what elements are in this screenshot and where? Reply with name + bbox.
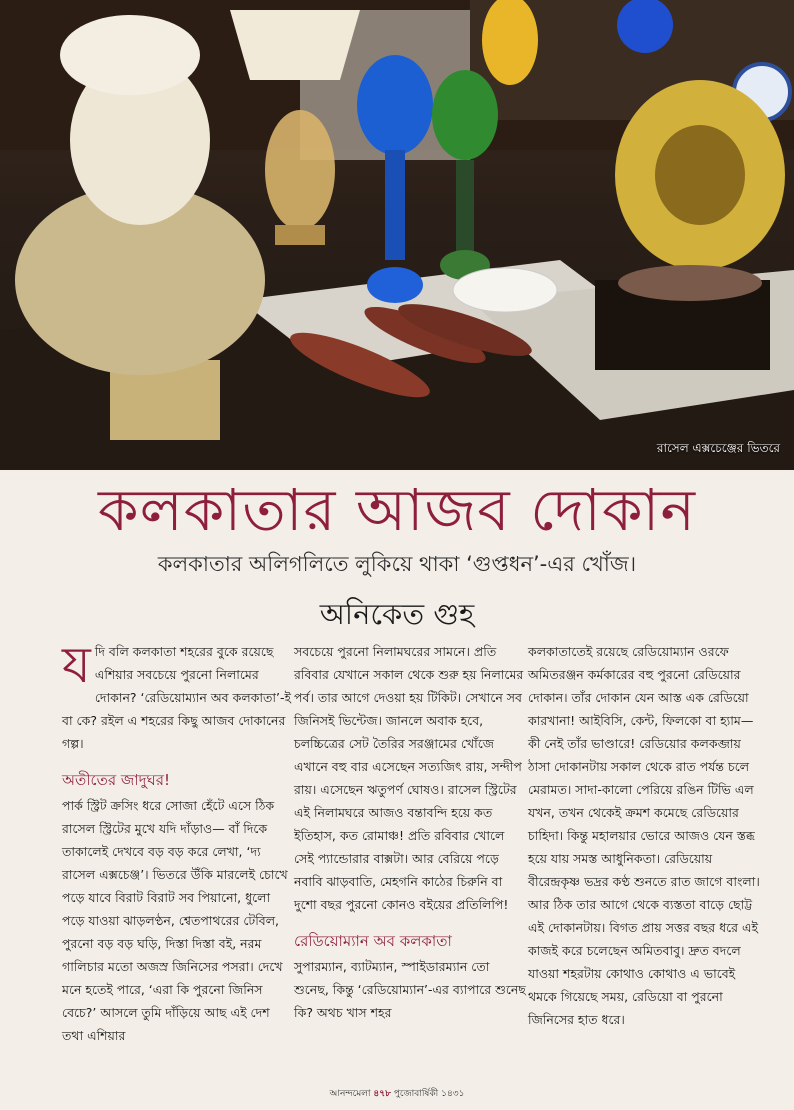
body-paragraph: পার্ক স্ট্রিট ক্রসিং ধরে সোজা হেঁটে এসে ঠিক রাসেল স্ট্রিটের মুখে যদি দাঁড়াও— বাঁ দিকে তাকালেই দেখবে বড় বড় করে লেখা, ‘দ্য রাসেল এক্সচেঞ্জ’। ভিতরে উঁকি মারলেই চোখে পড়ে যাবে বিরাট বিরাট সব পিয়ানো, ধুলো পড়ে যাওয়া ঝাড়লণ্ঠন, শ্বেতপাথরের টেবিল, পুরনো বড় বড় ঘড়ি, দিস্তা দিস্তা বই, নরম গালিচার মতো অজস্র জিনিসের পসরা। দেখে মনে হতেই পারে, ‘এরা কি পুরনো জিনিস বেচে?’ আসলে তুমি দাঁড়িয়ে আছ এই দেশ তথা এশিয়ার	[62, 798, 288, 1043]
intro-paragraph	[62, 636, 294, 755]
body-paragraph: সুপারম্যান, ব্যাটম্যান, স্পাইডারম্যান তো শুনেছ, কিন্তু ‘রেডিয়োম্যান’-এর ব্যাপারে শুনেছ কি? অথচ খাস শহর	[294, 959, 526, 1020]
article-column-1	[62, 636, 294, 1047]
intro-text: দি বলি কলকাতা শহরের বুকে রয়েছে এশিয়ার সবচেয়ে পুরনো নিলামের দোকান? ‘রেডিয়োম্যান অব কলকাতা’-ই বা কে? রইল এ শহরের কিছু আজব দোকানের গল্প।	[62, 644, 292, 751]
article-column-3	[528, 640, 760, 1031]
body-paragraph: কলকাতাতেই রয়েছে রেডিয়োম্যান ওরফে অমিতরঞ্জন কর্মকারের বহু পুরনো রেডিয়োর দোকান। তাঁর দোকান যেন আস্ত এক রেডিয়ো কারখানা! আইবিসি, কেন্ট, ফিলকো বা হ্যাম— কী নেই তাঁর ভাণ্ডারে! রেডিয়োর কলকব্জায় ঠাসা দোকানটায় সকাল থেকে রাত পর্যন্ত চলে মেরামত। সাদা-কালো পেরিয়ে রঙিন টিভি এল যখন, তখন থেকেই ক্রমশ কমেছে রেডিয়োর চাহিদা। কিন্তু মহালয়ার ভোরে আজও যেন স্তব্ধ হয়ে যায় সমস্ত আধুনিকতা। রেডিয়োয় বীরেন্দ্রকৃষ্ণ ভদ্রর কণ্ঠ শুনতে রাত জাগে বাংলা। আর ঠিক তার আগে থেকে ব্যস্ততা বাড়ে ছোট্ট এই দোকানটায়। বিগত প্রায় সত্তর বছর ধরে এই কাজই করে চলেছেন অমিতবাবু। দ্রুত বদলে যাওয়া শহরটায় কোথাও কোথাও এ ভাবেই থমকে গিয়েছে সময়, রেডিয়ো বা পুরনো জিনিসের হাত ধরে।	[528, 644, 760, 1027]
photo-caption: রাসেল এক্সচেঞ্জের ভিতরে	[656, 441, 780, 455]
page-footer	[0, 1086, 794, 1101]
body-paragraph: সবচেয়ে পুরনো নিলামঘরের সামনে। প্রতি রবিবার যেখানে সকাল থেকে শুরু হয় নিলামের পর্ব। তার আগে দেওয়া হয় টিকিট। সেখানে সব জিনিসই ভিন্টেজ। জানলে অবাক হবে, চলচ্চিত্রের সেট তৈরির সরঞ্জামের খোঁজে এখানে বহু বার এসেছেন সত্যজিৎ রায়, সন্দীপ রায়। এসেছেন ঋতুপর্ণ ঘোষও। রাসেল স্ট্রিটের এই নিলামঘরে আজও বন্তাবন্দি হয়ে কত ইতিহাস, কত রোমাঞ্চ! প্রতি রবিবার খোলে সেই প্যান্ডোরার বাক্সটা। আর বেরিয়ে পড়ে নবাবি ঝাড়বাতি, মেহগনি কাঠের চিরুনি বা দুশো বছর পুরনো কোনও বইয়ের প্রতিলিপি!	[294, 644, 524, 912]
blue-glass-lamp	[357, 55, 433, 303]
article-subtitle: কলকাতার অলিগলিতে লুকিয়ে থাকা ‘গুপ্তধন’-এর খোঁজ।	[157, 552, 637, 576]
green-glass-lamp	[432, 70, 498, 280]
magazine-name: আনন্দমেলা	[329, 1089, 371, 1099]
hero-photo	[0, 0, 794, 470]
author-name: অনিকেত গুহ	[319, 597, 475, 631]
issue-name: পুজোবার্ষিকী ১৪৩১	[393, 1089, 465, 1099]
section-heading-radioman: রেডিয়োম্যান অব কলকাতা	[294, 932, 452, 950]
article-title: কলকাতার আজব দোকান	[98, 476, 696, 544]
antique-shop-illustration	[0, 0, 794, 470]
section-heading-museum: অতীতের জাদুঘর!	[62, 771, 171, 789]
drop-cap: য	[62, 636, 91, 694]
article-column-2	[294, 640, 526, 1024]
white-plate	[453, 268, 557, 312]
page-number: ৪৭৮	[373, 1089, 391, 1099]
